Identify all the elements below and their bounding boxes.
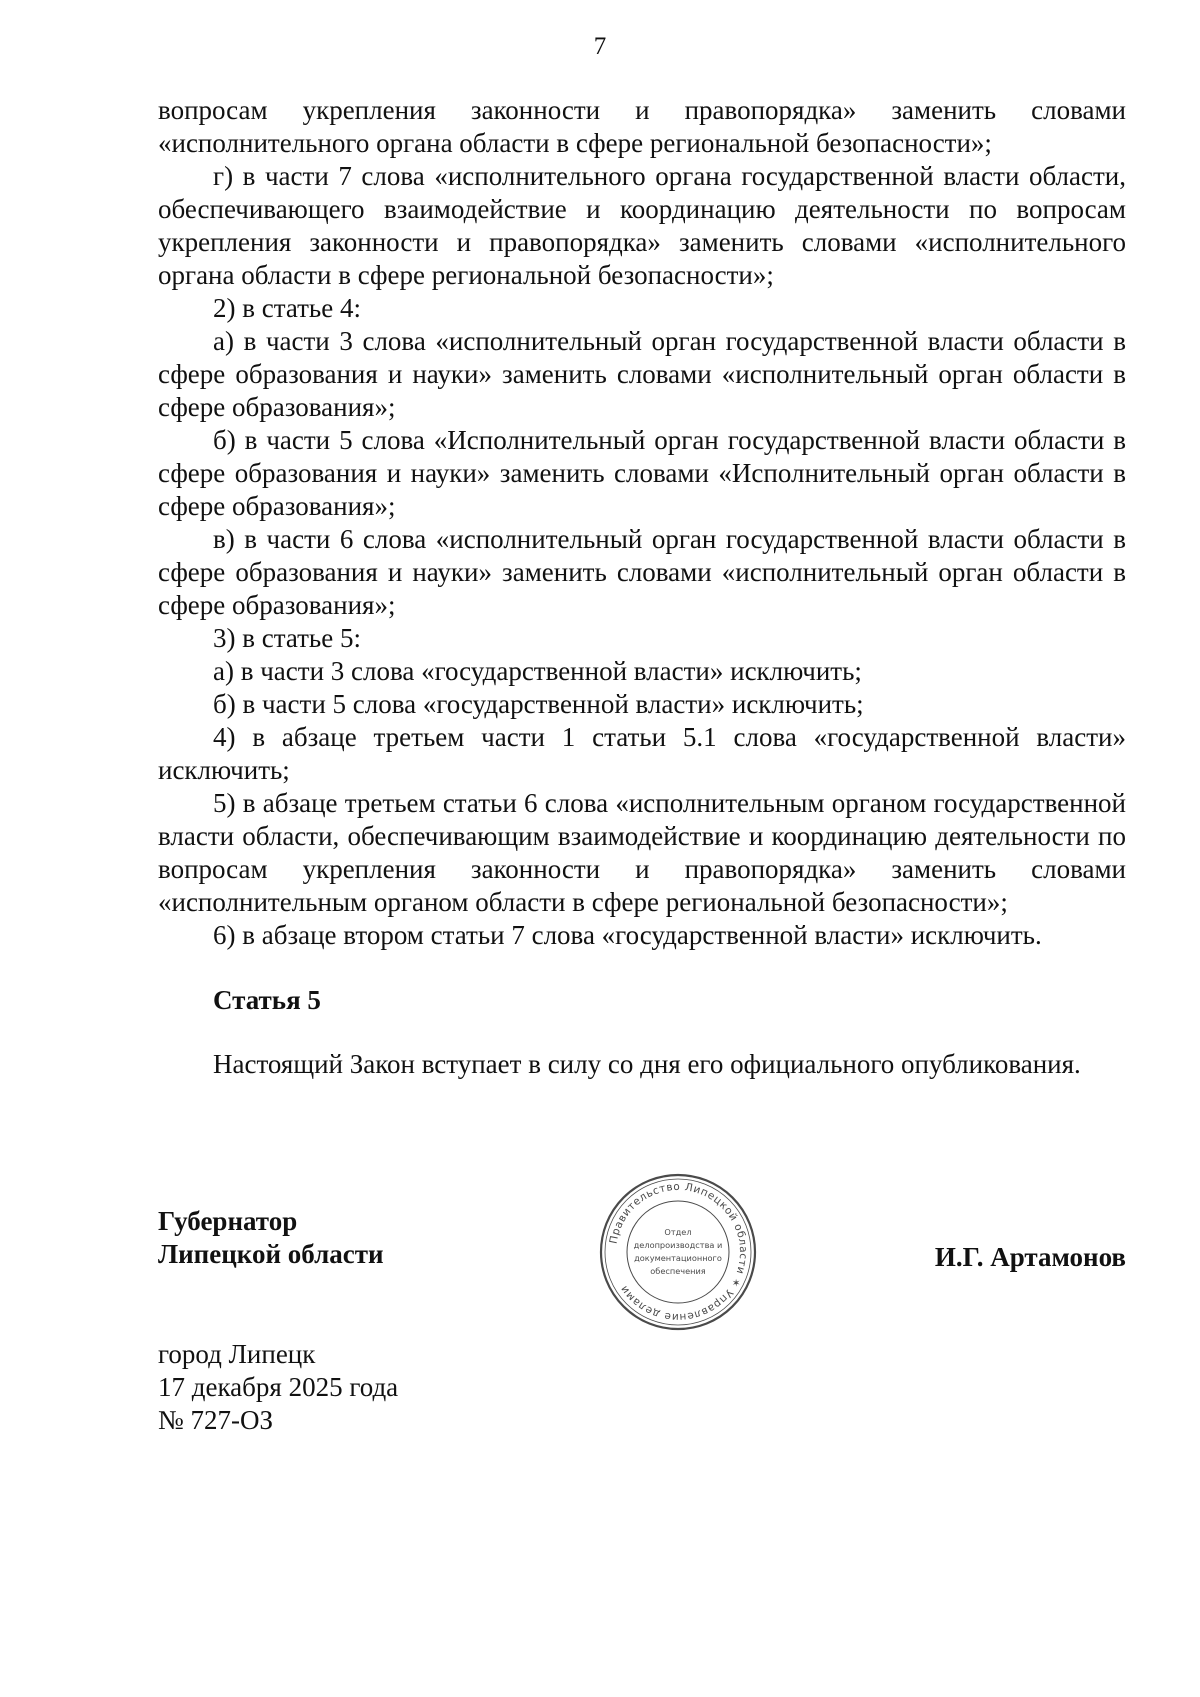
final-paragraph: Настоящий Закон вступает в силу со дня его официального опубликования. bbox=[213, 1049, 1081, 1079]
footer-number: № 727-ОЗ bbox=[158, 1405, 274, 1435]
document-body bbox=[158, 94, 1126, 1081]
paragraph: б) в части 5 слова «Исполнительный орган государственной власти области в сфере образования и науки» заменить словами «Исполнительный орган области в сфере образования»; bbox=[158, 425, 1126, 521]
document-footer bbox=[158, 1338, 398, 1437]
seal-outer-text: Правительство Липецкой области ✶ Управление делами bbox=[607, 1180, 750, 1324]
signatory-title-line: Губернатор bbox=[158, 1206, 298, 1236]
paragraph: б) в части 5 слова «государственной власти» исключить; bbox=[213, 689, 864, 719]
signatory-title bbox=[158, 1205, 384, 1271]
paragraph: 4) в абзаце третьем части 1 статьи 5.1 слова «государственной власти» исключить; bbox=[158, 722, 1126, 785]
seal-inner-line: документационного bbox=[634, 1253, 722, 1263]
footer-city: город Липецк bbox=[158, 1339, 316, 1369]
paragraph: в) в части 6 слова «исполнительный орган государственной власти области в сфере образования и науки» заменить словами «исполнительный орган области в сфере образования»; bbox=[158, 524, 1126, 620]
article-heading: Статья 5 bbox=[213, 985, 321, 1015]
footer-date: 17 декабря 2025 года bbox=[158, 1372, 399, 1402]
signatory-title-line: Липецкой области bbox=[158, 1239, 384, 1269]
paragraph: а) в части 3 слова «исполнительный орган государственной власти области в сфере образования и науки» заменить словами «исполнительный орган области в сфере образования»; bbox=[158, 326, 1126, 422]
official-seal bbox=[598, 1172, 758, 1332]
signatory-name: И.Г. Артамонов bbox=[934, 1242, 1126, 1272]
paragraph: вопросам укрепления законности и правопорядка» заменить словами «исполнительного органа области в сфере региональной безопасности»; bbox=[158, 95, 1126, 158]
paragraph: 2) в статье 4: bbox=[213, 293, 361, 323]
paragraph: 3) в статье 5: bbox=[213, 623, 361, 653]
seal-inner-line: делопроизводства и bbox=[633, 1240, 723, 1250]
paragraph: 5) в абзаце третьем статьи 6 слова «исполнительным органом государственной власти области, обеспечивающим взаимодействие и координацию деятельности по вопросам укрепления законности и правопорядка» заменить словами «исполнительным органом области в сфере региональной безопасности»; bbox=[158, 788, 1126, 917]
paragraph: а) в части 3 слова «государственной власти» исключить; bbox=[213, 656, 862, 686]
seal-inner-line: Отдел bbox=[664, 1227, 692, 1237]
paragraph: 6) в абзаце втором статьи 7 слова «государственной власти» исключить. bbox=[213, 920, 1042, 950]
page-number: 7 bbox=[593, 33, 607, 60]
paragraph: г) в части 7 слова «исполнительного органа государственной власти области, обеспечивающего взаимодействие и координацию деятельности по вопросам укрепления законности и правопорядка» заменить словами «исполнительного органа области в сфере региональной безопасности»; bbox=[158, 161, 1126, 290]
seal-inner-line: обеспечения bbox=[650, 1266, 706, 1276]
